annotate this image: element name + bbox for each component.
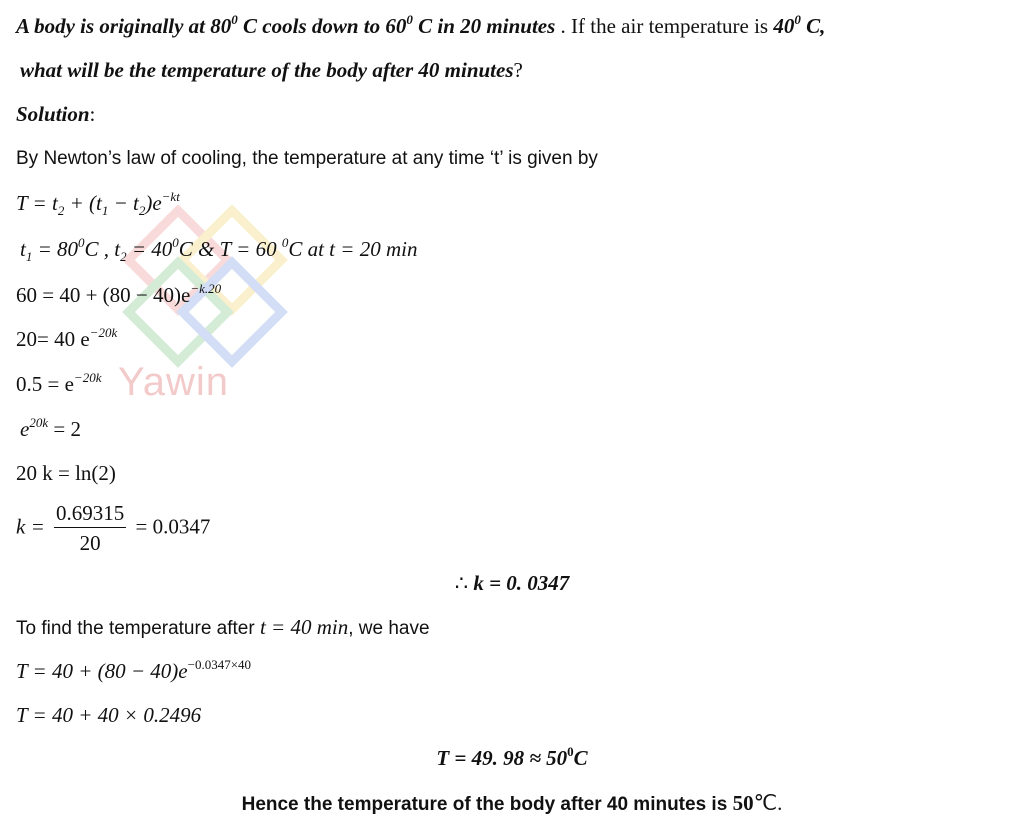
equation-step-4: 20 k = ln(2) (16, 461, 116, 485)
equation-given-values: $t_1 = 80^0C$ , $t_2 = 40^0C$ & T = 60 $^0$C at t = 20 min (20, 235, 418, 264)
question-line-1: A body is originally at $80^0$ C cools down to $60^0$ C in 20 minutes . If the air temperature is $40^0$ C, (16, 12, 826, 38)
equation-temperature-substitution: $T = 40 + (80 - 40)e^{-0.0347\times 40}$ (16, 657, 252, 683)
conclusion-text: Hence the temperature of the body after 40 minutes is 50℃. (241, 791, 783, 815)
watermark-text: Yawin (118, 360, 229, 404)
find-text: To find the temperature after t = 40 min, we have (16, 615, 430, 639)
result-temperature: T = 49. $98 \approx 50^0C$ (436, 744, 588, 770)
equation-newton-law: $T = t_2 + (t_1 - t_2)e^{-kt}$ (16, 189, 180, 218)
equation-step-1: 20= 40 $e^{-20k}$ (16, 325, 118, 351)
equation-step-3: $e^{20k} = 2$ (20, 415, 81, 441)
fraction: $\frac{0.69315}{20}$ (56, 501, 125, 555)
equation-k-value: k = $\frac{0.69315}{20}$ = 0.0347 (16, 501, 211, 555)
question-line-2: what will be the temperature of the body after 40 minutes? (20, 58, 523, 82)
intro-text: By Newton’s law of cooling, the temperature at any time ‘t’ is given by (16, 148, 598, 169)
equation-temperature-step: T = 40 + 40 × 0.2496 (16, 703, 202, 727)
solution-label: Solution: (16, 102, 96, 126)
result-k: ∴ k = 0. 0347 (454, 571, 570, 595)
equation-substitution: $60 = 40 + (80 - 40)e^{-k.20}$ (16, 281, 222, 307)
equation-step-2: $0.5 = e^{-20k}$ (16, 370, 102, 396)
